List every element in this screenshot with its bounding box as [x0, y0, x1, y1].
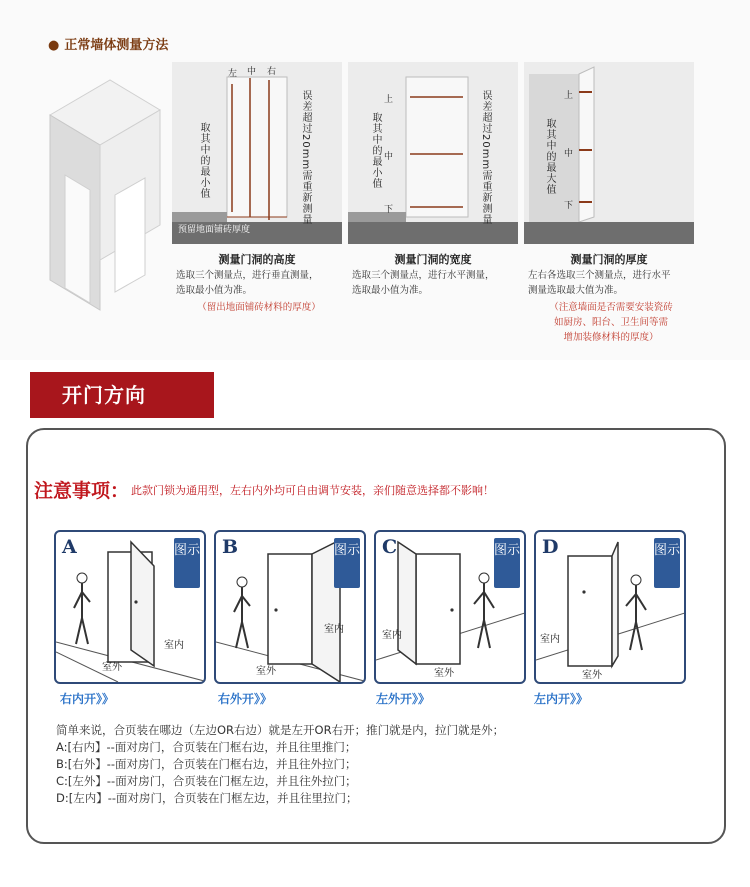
card-letter: C [382, 536, 398, 558]
label-left-out: 左外开》》 [376, 692, 431, 706]
inside-label: 室内 [324, 624, 344, 635]
card-badge: 图示 [334, 538, 360, 588]
floor-reserve-label: 预留地面铺砖厚度 [178, 225, 251, 235]
rule-a: A:[右内】--面对房门，合页装在门框右边，并且往里推门； [56, 740, 357, 754]
card-letter: B [222, 536, 239, 558]
notice-title: 注意事项： [34, 480, 130, 502]
outside-label: 室外 [256, 666, 276, 677]
rule-b: B:[右外】--面对房门，合页装在门框右边，并且往外拉门； [56, 757, 357, 771]
door-card-d [534, 530, 686, 684]
point-middle-label: 中 [564, 149, 574, 159]
card-letter: D [542, 536, 559, 558]
inside-label: 室内 [382, 630, 402, 641]
rule-d: D:[左内】--面对房门，合页装在门框左边，并且往里拉门； [56, 791, 358, 805]
outside-label: 室外 [434, 668, 454, 679]
panel-height [172, 62, 342, 352]
label-left-in: 左内开》》 [534, 692, 589, 706]
door-card-c [374, 530, 526, 684]
inside-label: 室内 [540, 634, 560, 645]
door-card-b [214, 530, 366, 684]
width-desc: 选取三个测量点，进行水平测量， 选取最小值为准。 [352, 270, 495, 296]
point-right-label: 右 [267, 67, 277, 77]
label-right-in: 右内开》》 [60, 692, 115, 706]
rule-c: C:[左外】--面对房门，合页装在门框左边，并且往外拉门； [56, 774, 357, 788]
measure-heading-text: 正常墙体测量方法 [64, 38, 169, 53]
door-direction-rules [56, 722, 696, 807]
panel-thickness [524, 62, 694, 352]
card-letter: A [62, 536, 77, 558]
point-left-label: 左 [228, 69, 238, 79]
panel-width [348, 62, 518, 352]
width-min-note: 取其中的最小值 [370, 112, 381, 189]
width-title: 测量门洞的宽度 [394, 253, 472, 266]
height-note: （留出地面铺砖材料的厚度） [197, 302, 321, 313]
outside-label: 室外 [102, 662, 122, 673]
point-middle-label: 中 [247, 67, 257, 77]
measure-heading [48, 34, 168, 53]
point-top-label: 上 [564, 91, 574, 101]
card-badge: 图示 [654, 538, 680, 588]
notice-text: 此款门锁为通用型，左右内外均可自由调节安装，亲们随意选择都不影响！ [131, 483, 495, 497]
point-top-label: 上 [384, 95, 394, 105]
bullet-dot: ● [48, 38, 60, 53]
point-bottom-label: 下 [564, 201, 574, 211]
section-title-door-direction: 开门方向 [30, 372, 214, 418]
door-frame-illustration [40, 75, 170, 315]
card-badge: 图示 [174, 538, 200, 588]
label-right-out: 右外开》》 [218, 692, 273, 706]
outside-label: 室外 [582, 670, 602, 681]
notice [34, 476, 494, 506]
width-error-note: 误差超过20mm需重新测量 [480, 90, 491, 226]
height-title: 测量门洞的高度 [218, 253, 296, 266]
height-error-note: 误差超过20mm需重新测量 [300, 90, 311, 226]
point-bottom-label: 下 [384, 205, 394, 215]
point-middle-label: 中 [384, 152, 394, 162]
thickness-max-note: 取其中的最大值 [544, 118, 555, 195]
card-badge: 图示 [494, 538, 520, 588]
height-min-note: 取其中的最小值 [198, 122, 209, 199]
door-card-a [54, 530, 206, 684]
inside-label: 室内 [164, 640, 184, 651]
height-desc: 选取三个测量点，进行垂直测量， 选取最小值为准。 [176, 270, 319, 296]
measurement-section [0, 0, 750, 360]
thickness-title: 测量门洞的厚度 [570, 253, 648, 266]
thickness-desc: 左右各选取三个测量点，进行水平 测量选取最大值为准。 [528, 270, 671, 296]
rule-summary: 简单来说，合页装在哪边（左边OR右边）就是左开OR右开；推门就是内，拉门就是外； [56, 723, 505, 737]
thickness-note: （注意墙面是否需要安装瓷砖 如厨房、阳台、卫生间等需 增加装修材料的厚度） [549, 302, 673, 343]
